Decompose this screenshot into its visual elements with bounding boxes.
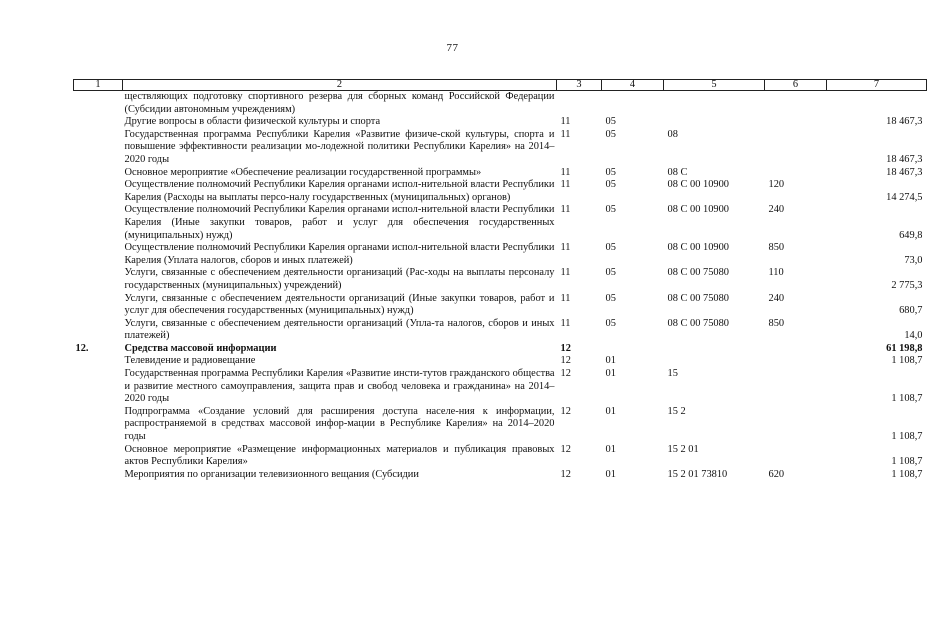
target-article-code: 15 2 01 [667,443,699,455]
header-cell-5: 5 [664,80,765,91]
row-number [74,355,123,368]
amount: 14,0 [904,330,923,342]
amount: 18 467,3 [886,153,923,165]
row-name: Осуществление полномочий Республики Карелия органами испол-нительной власти Республики Карелия (Уплата налогов, сборов и иных платежей) [124,242,555,266]
section-code: 11 [560,242,571,254]
expense-type-code [765,368,827,406]
header-cell-4: 4 [602,80,664,91]
row-number [74,129,123,167]
section-code: 12 [560,342,571,354]
target-article-code: 08 С 00 10900 [667,204,729,216]
target-article-code: 08 С 00 75080 [667,317,729,329]
section-code: 11 [560,292,571,304]
amount [827,91,927,117]
row-name: Осуществление полномочий Республики Карелия органами испол-нительной власти Республики Карелия (Иные закупки товаров, работ и услуг для обеспечения государственных (муниципальных) нужд) [124,204,555,241]
row-number [74,267,123,292]
amount: 1 108,7 [891,431,923,443]
row-name: Другие вопросы в области физической культуры и спорта [124,116,381,128]
expense-type-code [765,116,827,129]
target-article-code [664,355,765,368]
table-row [74,368,927,406]
subsection-code: 01 [605,355,616,367]
subsection-code [602,91,664,117]
amount: 61 198,8 [886,342,923,354]
expense-type-code [765,167,827,180]
expense-type-code: 240 [768,292,785,304]
expense-type-code: 120 [768,179,785,191]
table-row [74,204,927,242]
amount: 649,8 [899,229,923,241]
section-code: 11 [560,317,571,329]
target-article-code: 15 [667,368,678,380]
subsection-code: 05 [605,317,616,329]
row-number [74,318,123,343]
expense-type-code [765,129,827,167]
header-cell-2: 2 [123,80,557,91]
target-article-code: 15 2 01 73810 [667,468,728,480]
table-body [74,91,927,482]
section-code: 11 [560,267,571,279]
section-code: 12 [560,468,571,480]
row-name: Мероприятия по организации телевизионного вещания (Субсидии [124,468,419,480]
subsection-code: 05 [605,204,616,216]
row-number [74,368,123,406]
section-code: 11 [560,204,571,216]
row-name: Средства массовой информации [124,342,277,354]
amount: 1 108,7 [891,468,923,480]
header-cell-7: 7 [827,80,927,91]
table-row [74,129,927,167]
row-name: Государственная программа Республики Карелия «Развитие инсти-тутов гражданского общества и развитие местного самоуправления, защита прав и свобод человека и гражданина» на 2014–2020 годы [124,368,555,405]
subsection-code: 05 [605,116,616,128]
table-row [74,116,927,129]
row-number [74,179,123,204]
expense-type-code [765,355,827,368]
amount: 2 775,3 [891,279,923,291]
subsection-code: 05 [605,179,616,191]
row-name: ществляющих подготовку спортивного резерва для сборных команд Российской Федерации (Субсидии автономным учреждениям) [124,91,555,115]
subsection-code: 01 [605,443,616,455]
row-number [74,406,123,444]
row-name: Услуги, связанные с обеспечением деятельности организаций (Упла-та налогов, сборов и иных платежей) [124,317,555,342]
row-name: Основное мероприятие «Размещение информационных материалов и публикация правовых актов Республики Карелия» [124,443,555,468]
section-code: 12 [560,368,571,380]
amount: 14 274,5 [886,191,923,203]
table-row [74,267,927,292]
row-number [74,469,123,482]
expense-type-code: 240 [768,204,785,216]
amount: 73,0 [904,254,923,266]
row-name: Услуги, связанные с обеспечением деятельности организаций (Рас-ходы на выплаты персоналу государственных (муниципальных) учреждений) [124,267,555,291]
target-article-code: 08 С 00 10900 [667,242,729,254]
section-code: 11 [560,179,571,191]
subsection-code: 05 [605,292,616,304]
target-article-code [664,91,765,117]
row-name: Основное мероприятие «Обеспечение реализации государственной программы» [124,166,482,178]
subsection-code: 01 [605,368,616,380]
header-cell-1: 1 [74,80,123,91]
row-number [74,167,123,180]
amount: 680,7 [899,305,923,317]
table-row [74,318,927,343]
amount: 18 467,3 [886,166,923,178]
row-number [74,116,123,129]
target-article-code [664,116,765,129]
budget-table [73,79,927,481]
expense-type-code: 110 [768,267,784,279]
section-code: 11 [560,128,571,140]
section-code: 12 [560,405,571,417]
row-name: Осуществление полномочий Республики Карелия органами испол-нительной власти Республики Карелия (Расходы на выплаты персо-налу государственных (муниципальных) органов) [124,179,555,203]
table-row [74,406,927,444]
subsection-code: 01 [605,405,616,417]
row-name: Услуги, связанные с обеспечением деятельности организаций (Иные закупки товаров, работ и услуг для обеспечения государственных (муниципальных) нужд) [124,292,555,317]
target-article-code: 08 С 00 75080 [667,292,729,304]
target-article-code: 15 2 [667,405,686,417]
table-row [74,242,927,267]
header-cell-3: 3 [557,80,602,91]
row-number [74,293,123,318]
row-name: Подпрограмма «Создание условий для расширения доступа населе-ния к информации, распространяемой в средствах массовой инфор-мации в Республике Карелия» на 2014–2020 годы [124,405,555,443]
amount: 18 467,3 [886,116,923,128]
section-code: 11 [560,166,571,178]
amount: 1 108,7 [891,393,923,405]
amount: 1 108,7 [891,355,923,367]
target-article-code: 08 С [667,166,688,178]
subsection-code: 05 [605,166,616,178]
row-number [74,91,123,117]
row-name: Государственная программа Республики Карелия «Развитие физиче-ской культуры, спорта и повышение эффективности реализации мо-лодежной политики Республики Карелия» на 2014–2020 годы [124,128,555,165]
table-row [74,167,927,180]
target-article-code: 08 С 00 75080 [667,267,729,279]
target-article-code [664,343,765,356]
expense-type-code [765,91,827,117]
expense-type-code [765,343,827,356]
expense-type-code [765,406,827,444]
header-cell-6: 6 [765,80,827,91]
table-row [74,91,927,117]
expense-type-code: 620 [768,468,785,480]
row-name: Телевидение и радиовещание [124,355,256,367]
table-row [74,343,927,356]
subsection-code [602,343,664,356]
expense-type-code [765,444,827,469]
expense-type-code: 850 [768,317,785,329]
subsection-code: 05 [605,128,616,140]
section-code: 12 [560,355,571,367]
table-row [74,444,927,469]
table-row [74,355,927,368]
target-article-code: 08 [667,128,678,140]
row-number [74,444,123,469]
page-number: 77 [446,42,459,54]
amount: 1 108,7 [891,456,923,468]
subsection-code: 01 [605,468,616,480]
row-number: 12. [75,342,89,354]
row-number [74,204,123,242]
subsection-code: 05 [605,267,616,279]
target-article-code: 08 С 00 10900 [667,179,729,191]
expense-type-code: 850 [768,242,785,254]
subsection-code: 05 [605,242,616,254]
table-header-row [74,80,927,91]
table-row [74,179,927,204]
section-code [557,91,602,117]
section-code: 12 [560,443,571,455]
table-row [74,293,927,318]
section-code: 11 [560,116,571,128]
row-number [74,242,123,267]
table-row [74,469,927,482]
